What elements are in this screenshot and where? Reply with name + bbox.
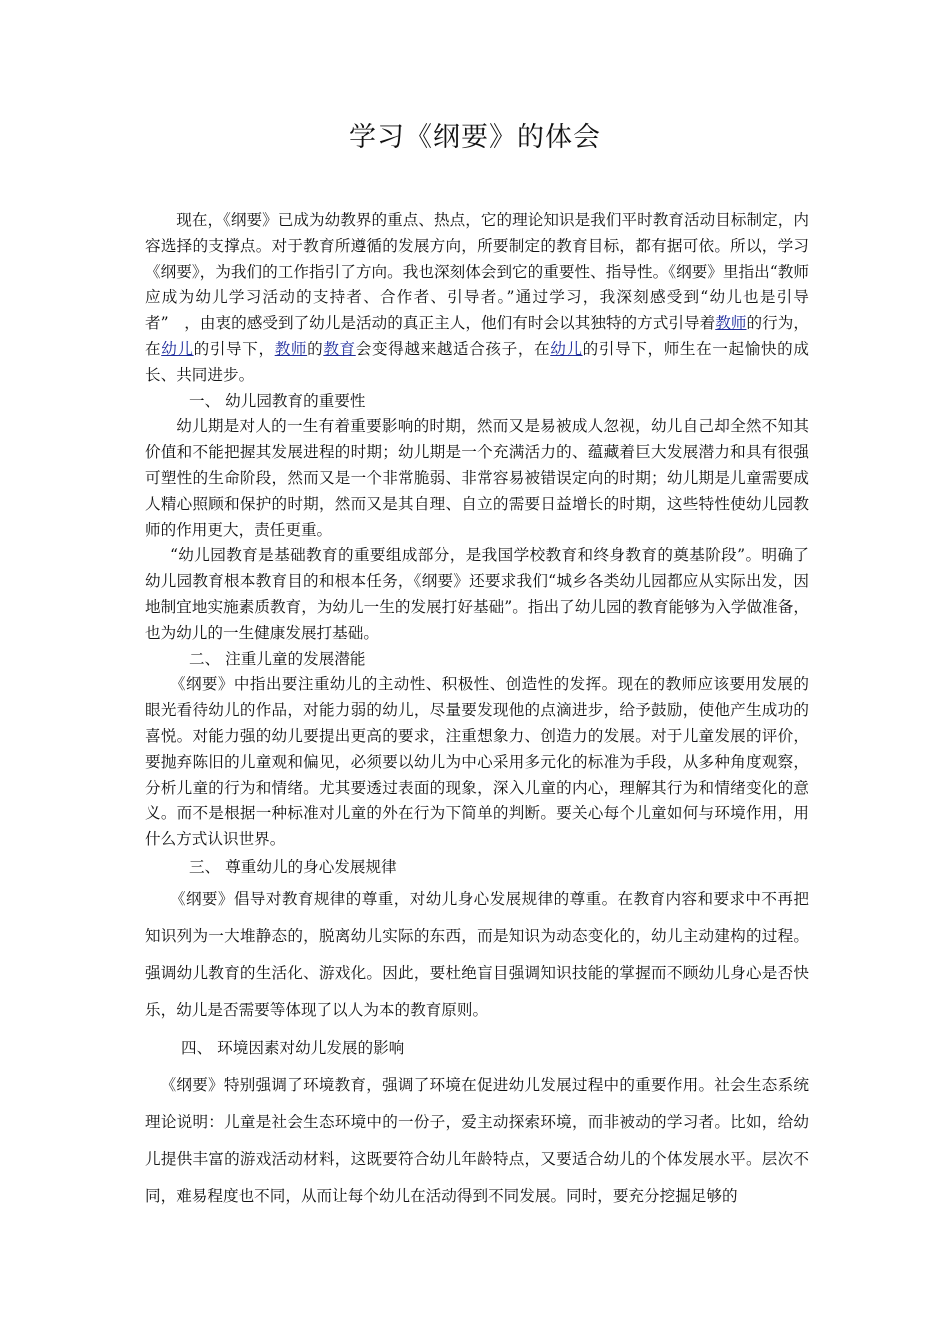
section2-paragraph-1: 《纲要》中指出要注重幼儿的主动性、积极性、创造性的发挥。现在的教师应该要用发展的眼光看待幼儿的作品，对能力弱的幼儿，尽量要发现他的点滴进步，给予鼓励，使他产生成功的喜悦。对能力强的幼儿要提出更高的要求，注重想象力、创造力的发展。对于儿童发展的评价，要抛弃陈旧的儿童观和偏见，必须要以幼儿为中心采用多元化的标准为手段，从多种角度观察，分析儿童的行为和情绪。尤其要透过表面的现象，深入儿童的内心，理解其行为和情绪变化的意义。而不是根据一种标准对儿童的外在行为下简单的判断。要关心每个儿童如何与环境作用，用什么方式认识世界。 [145,675,809,849]
intro-text-1: 现在，《纲要》已成为幼教界的重点、热点，它的理论知识是我们平时教育活动目标制定，内容选择的支撑点。对于教育所遵循的发展方向，所要制定的教育目标，都有据可依。所以，学习《纲要》，为我们的工作指引了方向。我也深刻体会到它的重要性、指导性。《纲要》里指出“教师应成为幼儿学习活动的支持者、合作者、引导者。”通过学习，我深刻感受到“幼儿也是引导者” ，由衷的感受到了幼儿是活动的真正主人，他们有时会以其独特的方式引导着 [145,211,809,333]
link-child-2[interactable]: 幼儿 [550,339,583,358]
intro-paragraph [145,208,809,389]
intro-text-3: 的引导下， [193,339,275,358]
document-title: 学习《纲要》的体会 [349,122,601,153]
document-body [145,208,809,1215]
section4-heading: 四、 环境因素对幼儿发展的影响 [181,1038,405,1057]
intro-text-5: 会变得越来越适合孩子，在 [355,339,551,358]
intro-text-2: 的行为，在 [145,314,809,358]
link-teacher-2[interactable]: 教师 [274,339,308,358]
intro-text-4: 的 [307,339,324,358]
section1-paragraph-2: “幼儿园教育是基础教育的重要组成部分，是我国学校教育和终身教育的奠基阶段”。明确了幼儿园教育根本教育目的和根本任务，《纲要》还要求我们“城乡各类幼儿园都应从实际出发，因地制宜地实施素质教育，为幼儿一生的发展打好基础”。指出了幼儿园的教育能够为入学做准备，也为幼儿的一生健康发展打基础。 [145,546,809,642]
section1-heading: 一、 幼儿园教育的重要性 [189,391,366,410]
section1-paragraph-1: 幼儿期是对人的一生有着重要影响的时期，然而又是易被成人忽视，幼儿自己却全然不知其价值和不能把握其发展进程的时期；幼儿期是一个充满活力的、蕴藏着巨大发展潜力和具有很强可塑性的生命阶段，然而又是一个非常脆弱、非常容易被错误定向的时期；幼儿期是儿童需要成人精心照顾和保护的时期，然而又是其自理、自立的需要日益增长的时期，这些特性使幼儿园教师的作用更大，责任更重。 [145,417,809,539]
link-child-1[interactable]: 幼儿 [161,339,194,358]
intro-text-6: 的引导下，师生在一起愉快的成长、共同进步。 [145,339,809,384]
section3-paragraph-1: 《纲要》倡导对教育规律的尊重，对幼儿身心发展规律的尊重。在教育内容和要求中不再把知识列为一大堆静态的，脱离幼儿实际的东西，而是知识为动态变化的，幼儿主动建构的过程。强调幼儿教育的生活化、游戏化。因此，要杜绝盲目强调知识技能的掌握而不顾幼儿身心是否快乐，幼儿是否需要等体现了以人为本的教育原则。 [145,889,809,1020]
link-teacher-1[interactable]: 教师 [715,314,747,333]
link-education[interactable]: 教育 [323,339,356,358]
section2-heading: 二、 注重儿童的发展潜能 [189,649,366,668]
section3-heading: 三、 尊重幼儿的身心发展规律 [189,857,397,876]
section4-paragraph-1: 《纲要》特别强调了环境教育，强调了环境在促进幼儿发展过程中的重要作用。社会生态系统理论说明：儿童是社会生态环境中的一份子，爱主动探索环境，而非被动的学习者。比如，给幼儿提供丰富的游戏活动材料，这既要符合幼儿年龄特点，又要适合幼儿的个体发展水平。层次不同，难易程度也不同，从而让每个幼儿在活动得到不同发展。同时，要充分挖掘足够的 [145,1075,809,1206]
